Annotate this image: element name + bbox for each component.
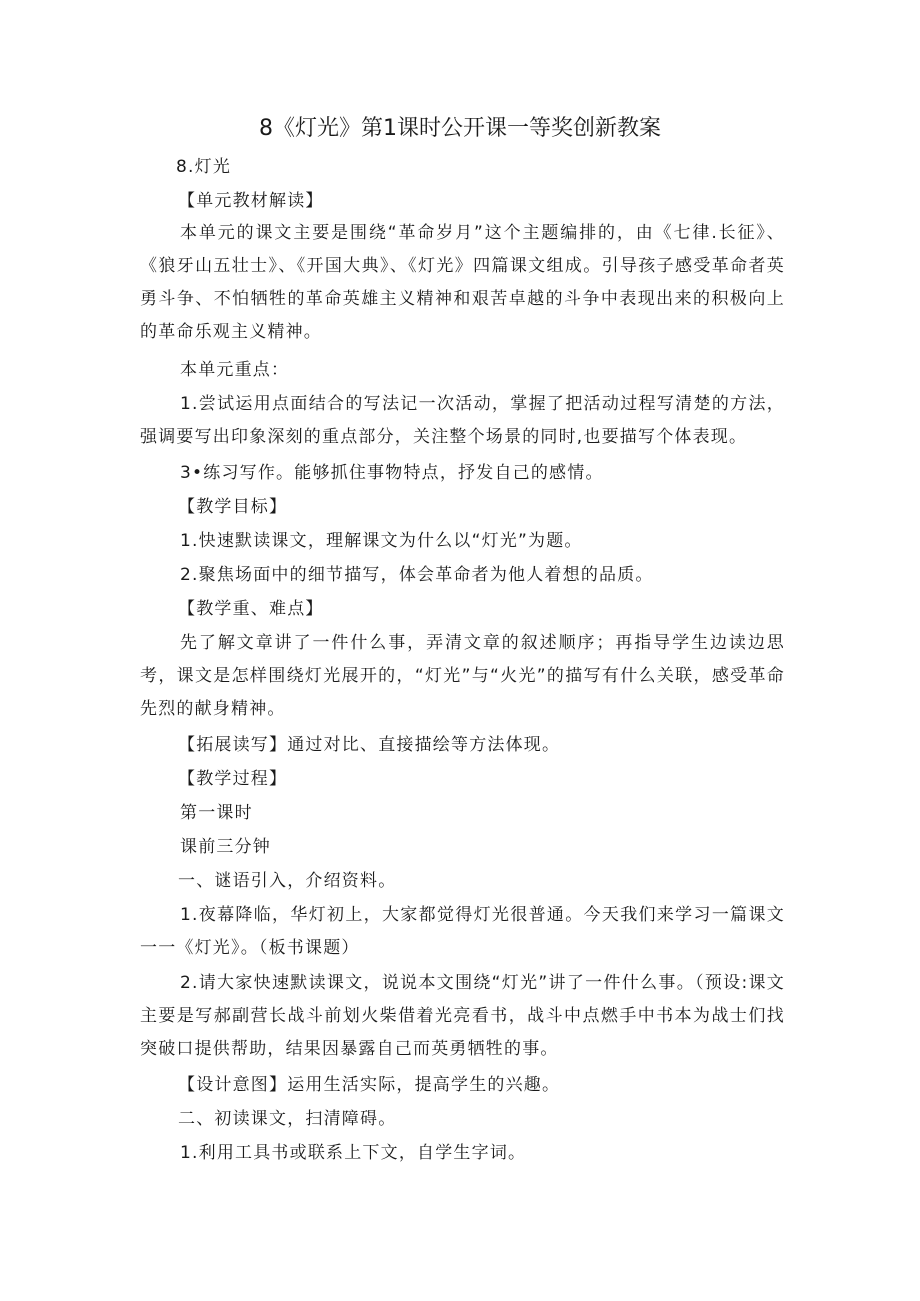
focus-item-3: 3•练习写作。能够抓住事物特点，抒发自己的感情。	[180, 463, 604, 483]
step-item-1: 1.夜幕降临，华灯初上，大家都觉得灯光很普通。今天我们来学习一篇课文一一《灯光》。（板书课题）	[140, 905, 785, 958]
focus-item-1: 1.尝试运用点面结合的写法记一次活动，掌握了把活动过程写清楚的方法，强调要写出印象深刻的重点部分，关注整个场景的同时,也要描写个体表现。	[140, 394, 785, 447]
section-one-heading: 一、谜语引入，介绍资料。	[178, 871, 397, 891]
step-item-2: 2.请大家快速默读课文，说说本文围绕“灯光”讲了一件什么事。（预设:课文主要是写郝副营长战斗前划火柴借着光亮看书，战斗中点燃手中书本为战士们找突破口提供帮助，结果因暴露自己而英勇牺牲的事。	[140, 973, 785, 1059]
lesson-name: 8.灯光	[176, 157, 232, 177]
unit-focus-label: 本单元重点：	[180, 360, 290, 380]
key-points-heading: 【教学重、难点】	[178, 599, 324, 619]
key-points-paragraph: 先了解文章讲了一件什么事，弄清文章的叙述顺序；再指导学生边读边思考，课文是怎样围绕灯光展开的，“灯光”与“火光”的描写有什么关联，感受革命先烈的献身精神。	[140, 633, 785, 719]
teaching-goals-heading: 【教学目标】	[178, 497, 288, 517]
goal-item-1: 1.快速默读课文，理解课文为什么以“灯光”为题。	[180, 531, 583, 551]
step-item-3: 1.利用工具书或联系上下文，自学生字词。	[180, 1143, 527, 1163]
goal-item-2: 2.聚焦场面中的细节描写，体会革命者为他人着想的品质。	[180, 565, 654, 585]
section-two-heading: 二、初读课文，扫清障碍。	[178, 1109, 397, 1129]
lesson-one-label: 第一课时	[180, 803, 253, 823]
extend-reading-line: 【拓展读写】通过对比、直接描绘等方法体现。	[178, 735, 561, 755]
document-title: 8《灯光》第1课时公开课一等奖创新教案	[259, 116, 661, 141]
design-intent-line: 【设计意图】运用生活实际，提高学生的兴趣。	[178, 1075, 561, 1095]
pre-class-label: 课前三分钟	[180, 837, 271, 857]
unit-intro-paragraph: 本单元的课文主要是围绕“革命岁月”这个主题编排的，由《七律.长征》、《狼牙山五壮士》、《开国大典》、《灯光》四篇课文组成。引导孩子感受革命者英勇斗争、不怕牺牲的革命英雄主义精神和艰苦卓越的斗争中表现出来的积极向上的革命乐观主义精神。	[140, 223, 785, 342]
teaching-process-heading: 【教学过程】	[178, 769, 288, 789]
unit-reading-heading: 【单元教材解读】	[178, 191, 324, 211]
